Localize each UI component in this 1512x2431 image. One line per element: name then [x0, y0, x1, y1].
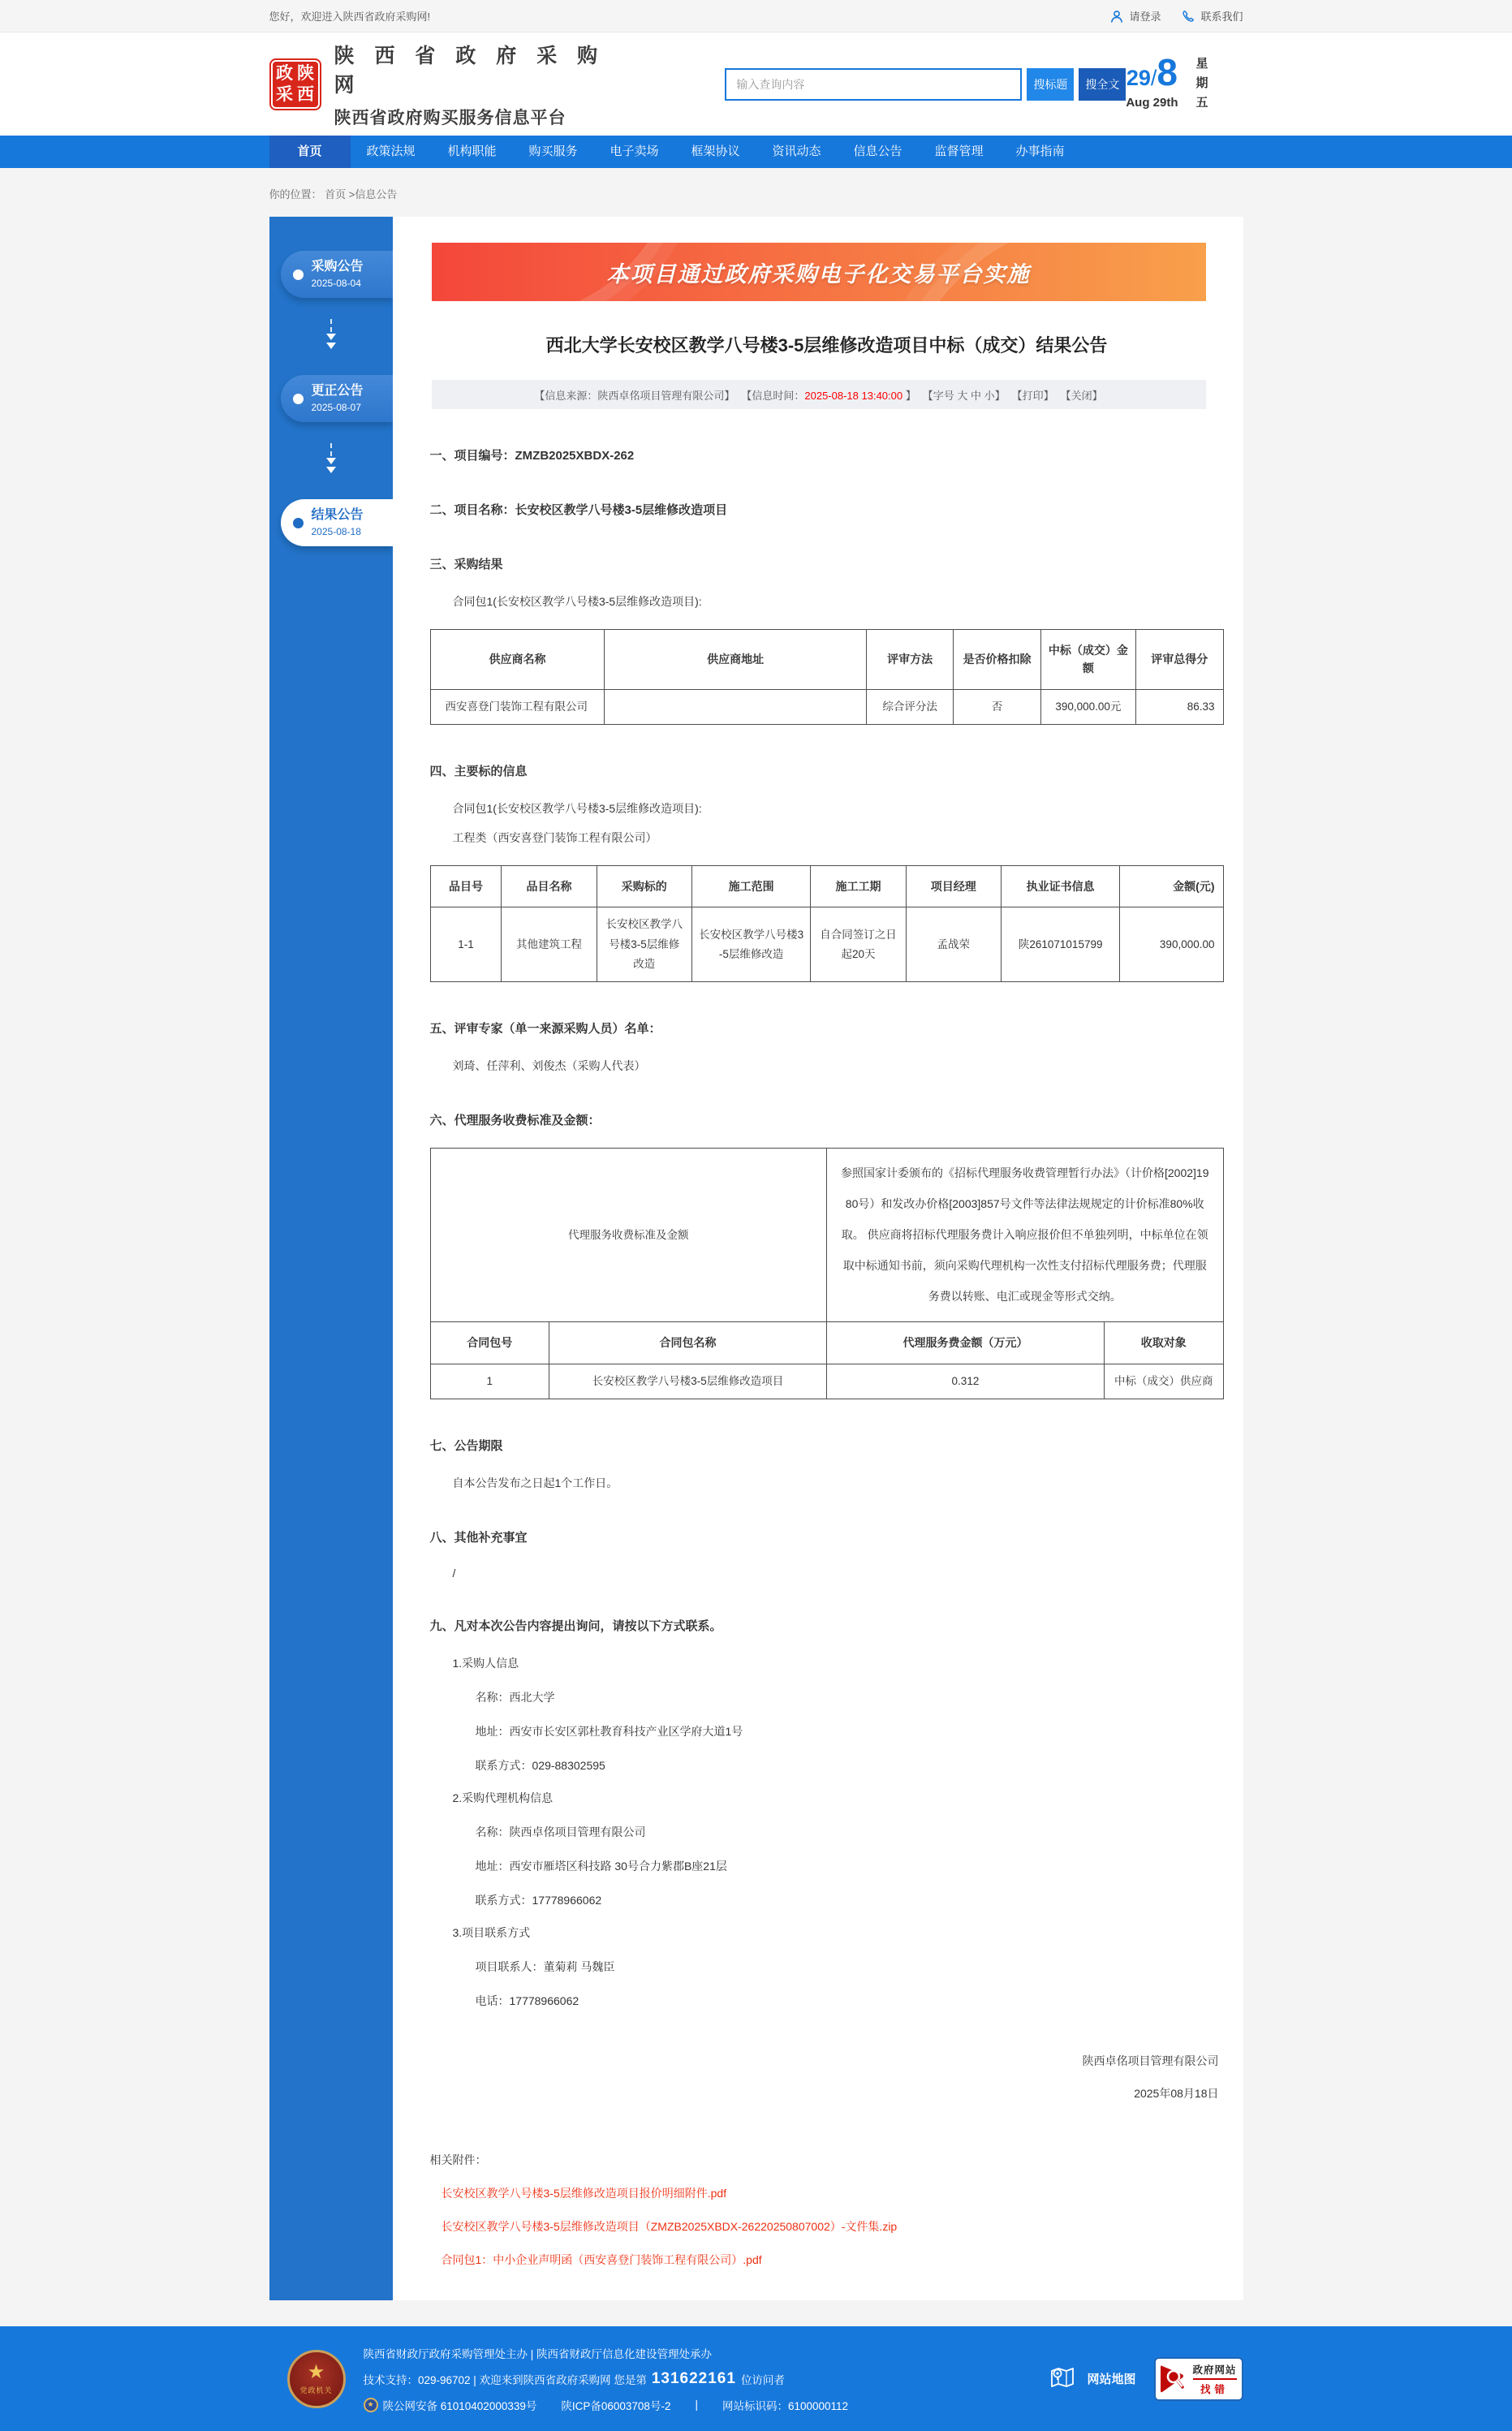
signature-date: 2025年08月18日: [1134, 2087, 1219, 2101]
section-experts-title: 五、评审专家（单一来源采购人员）名单：: [429, 1022, 661, 1037]
nav-item-e-mall[interactable]: 电子卖场: [610, 144, 659, 158]
print-button[interactable]: 【打印】: [1011, 389, 1054, 402]
result-package-label: 合同包1(长安校区教学八号楼3-5层维修改造项目):: [452, 595, 702, 608]
banner-text: 本项目通过政府采购电子化交易平台实施: [606, 261, 1031, 287]
buyer-info-heading: 1.采购人信息: [452, 1657, 519, 1670]
section-contact-title: 九、凡对本次公告内容提出询问，请按以下方式联系。: [429, 1619, 722, 1634]
search-title-button[interactable]: 搜标题: [1027, 68, 1074, 101]
timeline-item-procurement-notice[interactable]: 采购公告 2025-08-04: [281, 251, 393, 298]
footer-organizer: 陕西省财政厅政府采购管理处主办 | 陕西省财政厅信息化建设管理处承办: [363, 2347, 713, 2360]
timeline-item-correction-notice[interactable]: 更正公告 2025-08-07: [281, 375, 393, 422]
nav-item-functions[interactable]: 机构职能: [447, 144, 497, 158]
site-header: [0, 32, 1512, 136]
search-fulltext-button[interactable]: 搜全文: [1079, 68, 1126, 101]
fee-label-cell: 代理服务收费标准及金额: [430, 1149, 826, 1322]
date-display: 29/8 Aug 29th 星期五: [1126, 50, 1208, 115]
nav-item-guide[interactable]: 办事指南: [1015, 144, 1065, 158]
footer-icp-beian[interactable]: 陕ICP备06003708号-2: [561, 2399, 671, 2412]
section-subject-title: 四、主要标的信息: [429, 765, 528, 779]
nav-item-announcements[interactable]: 信息公告: [853, 144, 902, 158]
signature-block: [430, 2045, 1224, 2110]
nav-item-purchase-services[interactable]: 购买服务: [528, 144, 578, 158]
site-subtitle: 陕西省政府购买服务信息平台: [334, 108, 566, 127]
site-logo[interactable]: 政 陕 采 西: [269, 58, 321, 110]
search-input[interactable]: [725, 68, 1022, 101]
timeline-dot: [293, 394, 304, 404]
attachments-title: 相关附件：: [429, 2153, 487, 2167]
nav-item-news[interactable]: 资讯动态: [772, 144, 821, 158]
sitemap-link[interactable]: 网站地图: [1048, 2363, 1135, 2395]
table-row: 1 长安校区教学八号楼3-5层维修改造项目 0.312 中标（成交）供应商: [430, 1364, 1223, 1399]
police-badge-icon: [364, 2398, 378, 2412]
map-icon: [1048, 2363, 1077, 2395]
table-row: 1-1 其他建筑工程 长安校区教学八号楼3-5层维修改造 长安校区教学八号楼3-5层维修改造 自合同签订之日起20天 孟战荣 陕261071015799 390,000.00: [430, 907, 1223, 982]
timeline-dot: [293, 518, 304, 528]
meta-time: 【信息时间：2025-08-18 13:40:00 】: [741, 389, 916, 402]
section-period-title: 七、公告期限: [429, 1439, 503, 1454]
nav-item-policies[interactable]: 政策法规: [366, 144, 416, 158]
footer-site-code: 网站标识码：6100000112: [722, 2399, 849, 2412]
error-report-logo-icon: [1161, 2364, 1188, 2394]
nav-item-home[interactable]: 首页: [269, 136, 351, 168]
announcement-article: [393, 217, 1243, 2300]
period-body: 自本公告发布之日起1个工作日。: [452, 1476, 618, 1490]
gov-site-error-report-badge[interactable]: 政府网站 找错: [1154, 2357, 1243, 2401]
breadcrumb: 你的位置： 首页 >信息公告: [269, 188, 398, 200]
footer-gongan-beian[interactable]: 陕公网安备 61010402000339号: [382, 2399, 537, 2412]
attachment-link-quotation-pdf[interactable]: 长安校区教学八号楼3-5层维修改造项目报价明细附件.pdf: [441, 2187, 727, 2200]
government-emblem-icon: ★ 党政机关: [287, 2350, 346, 2408]
agency-phone: 联系方式：17778966062: [475, 1894, 602, 1907]
search-bar: [725, 68, 1126, 101]
site-footer: ★ 党政机关 陕西省财政厅政府采购管理处主办 | 陕西省财政厅信息化建设管理处承办 技术支持：029-96702 | 欢迎来到陕西省政府采购网 您是第 131622161 位访问者 ★ 陕公网安备 61010402000339号 陕ICP备06003708号-2 | 网站标识码：6100000112 网站地图 政府网站 找错: [0, 2326, 1512, 2431]
site-title: 陕 西 省 政 府 采 购 网: [334, 44, 605, 97]
page-title: 西北大学长安校区教学八号楼3-5层维修改造项目中标（成交）结果公告: [545, 335, 1108, 356]
timeline-arrow-icon: [269, 443, 393, 478]
buyer-phone: 联系方式：029-88302595: [475, 1759, 605, 1773]
breadcrumb-home-link[interactable]: 首页: [325, 188, 347, 200]
welcome-text: 您好，欢迎进入陕西省政府采购网!: [269, 11, 431, 23]
platform-banner: [432, 243, 1206, 301]
font-size-control[interactable]: 【字号 大 中 小】: [922, 389, 1006, 402]
nav-item-framework[interactable]: 框架协议: [691, 144, 740, 158]
timeline-arrow-icon: [269, 319, 393, 354]
subject-category-label: 工程类（西安喜登门装饰工程有限公司）: [452, 831, 657, 845]
date-english: Aug 29th: [1126, 95, 1178, 110]
fee-desc-cell: 参照国家计委颁布的《招标代理服务收费管理暂行办法》（计价格[2002]1980号）和发改办价格[2003]857号文件等法律法规规定的计价标准80%收取。 供应商将招标代理服务费计入响应报价但不单独列明，中标单位在领取中标通知书前，须向采购代理机构一次性支付招标代理服务费；代理服务费以转账、电汇或现金等形式交纳。: [826, 1149, 1223, 1322]
signature-company: 陕西卓佲项目管理有限公司: [1082, 2054, 1219, 2068]
agency-info-heading: 2.采购代理机构信息: [452, 1791, 554, 1805]
weekday-label: 星期五: [1194, 56, 1208, 115]
table-header-row: 合同包号 合同包名称 代理服务费金额（万元） 收取对象: [430, 1322, 1223, 1364]
section-fee-title: 六、代理服务收费标准及金额：: [429, 1114, 601, 1128]
subject-package-label: 合同包1(长安校区教学八号楼3-5层维修改造项目):: [452, 802, 702, 816]
project-contact-heading: 3.项目联系方式: [452, 1926, 531, 1940]
subject-table: [430, 865, 1224, 982]
attachment-link-fileset-zip[interactable]: 长安校区教学八号楼3-5层维修改造项目（ZMZB2025XBDX-26220250807002）-文件集.zip: [441, 2220, 898, 2234]
phone-icon: [1182, 10, 1195, 23]
close-button[interactable]: 【关闭】: [1060, 389, 1103, 402]
other-body: /: [452, 1567, 456, 1580]
buyer-address: 地址：西安市长安区郭杜教育科技产业区学府大道1号: [475, 1725, 743, 1739]
table-row: 西安喜登门装饰工程有限公司 综合评分法 否 390,000.00元 86.33: [430, 689, 1223, 724]
buyer-name: 名称：西北大学: [475, 1691, 555, 1705]
section-result-title: 三、采购结果: [429, 558, 503, 571]
topbar: [0, 0, 1512, 32]
project-contact-phone: 电话：17778966062: [475, 1994, 579, 2008]
contact-link[interactable]: 联系我们: [1182, 8, 1243, 24]
timeline-dot: [293, 269, 304, 280]
section-project-number: 一、项目编号：ZMZB2025XBDX-262: [429, 449, 635, 463]
announcement-timeline: [269, 217, 393, 2300]
section-other-title: 八、其他补充事宜: [429, 1531, 528, 1545]
timeline-item-result-notice[interactable]: 结果公告 2025-08-18: [281, 499, 393, 546]
main-nav: [0, 136, 1512, 168]
visitor-counter: 131622161: [651, 2369, 736, 2387]
experts-list: 刘琦、任萍利、刘俊杰（采购人代表）: [452, 1059, 646, 1073]
fee-table: [430, 1148, 1224, 1399]
attachment-link-sme-declaration-pdf[interactable]: 合同包1：中小企业声明函（西安喜登门装饰工程有限公司）.pdf: [441, 2253, 762, 2267]
nav-item-supervision[interactable]: 监督管理: [934, 144, 984, 158]
user-icon: [1110, 10, 1123, 23]
agency-address: 地址：西安市雁塔区科技路 30号合力紫郡B座21层: [475, 1860, 727, 1873]
article-meta-bar: [432, 380, 1206, 409]
table-header-row: 供应商名称 供应商地址 评审方法 是否价格扣除 中标（成交）金额 评审总得分: [430, 630, 1223, 690]
agency-name: 名称：陕西卓佲项目管理有限公司: [475, 1825, 646, 1839]
result-table: [430, 629, 1224, 725]
project-contact-person: 项目联系人：董菊莉 马魏臣: [475, 1960, 615, 1974]
meta-source: 【信息来源：陕西卓佲项目管理有限公司】: [534, 389, 735, 402]
login-link[interactable]: 请登录: [1110, 8, 1161, 24]
section-project-name: 二、项目名称：长安校区教学八号楼3-5层维修改造项目: [429, 503, 728, 517]
table-row: [430, 1149, 1223, 1322]
table-header-row: 品目号 品目名称 采购标的 施工范围 施工工期 项目经理 执业证书信息 金额(元): [430, 866, 1223, 907]
meta-time-value: 2025-08-18 13:40:00: [804, 389, 903, 402]
